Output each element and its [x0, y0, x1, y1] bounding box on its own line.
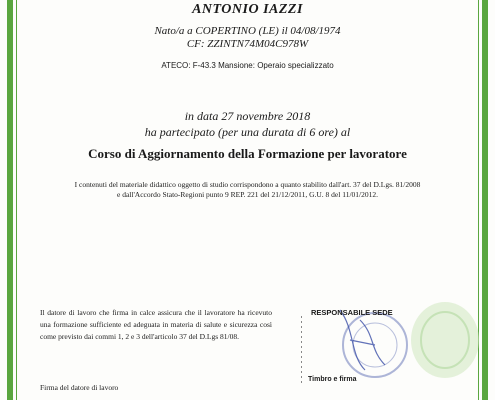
recipient-details — [0, 25, 495, 51]
date-line: in data 27 novembre 2018 — [184, 109, 311, 123]
birth-line: Nato/a a COPERTINO (LE) il 04/08/1974 — [154, 25, 341, 37]
signature-dash-line — [300, 316, 303, 386]
course-title: Corso di Aggiornamento della Formazione per lavoratore — [88, 146, 407, 161]
employer-signature-label: Firma del datore di lavoro — [40, 383, 119, 392]
tax-code-line: CF: ZZINTN74M04C978W — [186, 38, 309, 50]
participation-block — [0, 108, 495, 140]
green-seal — [400, 300, 480, 390]
stamp-label: Timbro e firma — [308, 376, 357, 383]
contents-line-2: e dall'Accordo Stato-Regioni punto 9 REP. 221 del 21/12/2011, G.U. 8 del 11/01/2012. — [117, 190, 378, 199]
employer-statement: Il datore di lavoro che firma in calce assicura che il lavoratore ha ricevuto una formazione sufficiente ed adeguata in materia di salute e sicurezza così come previsto dai commi 1, 2 e 3 dell'articolo 37 del D.Lgs 81/08. — [40, 308, 272, 341]
responsible-label: RESPONSABILE SEDE — [311, 308, 393, 317]
recipient-name: ANTONIO IAZZI — [192, 2, 303, 17]
ateco-line: ATECO: F-43.3 Mansione: Operaio specializzato — [161, 61, 334, 70]
participation-line: ha partecipato (per una durata di 6 ore) al — [144, 125, 351, 139]
contents-line-1: I contenuti del materiale didattico oggetto di studio corrispondono a quanto stabilito dall'art. 37 del D.Lgs. 81/2008 — [74, 180, 421, 189]
contents-statement — [40, 180, 455, 200]
